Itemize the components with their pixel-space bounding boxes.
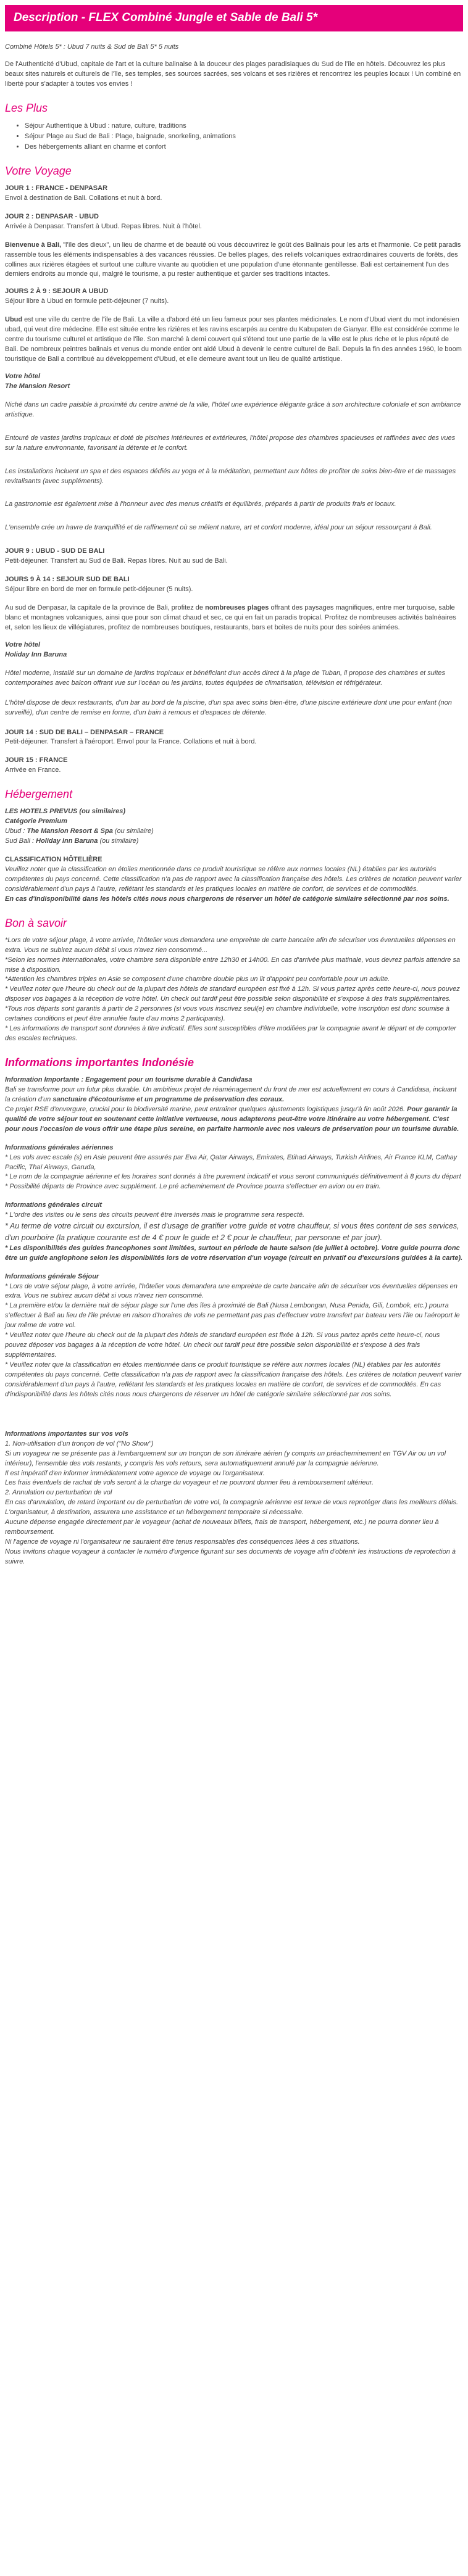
- hotel-line-name: Holiday Inn Baruna: [36, 837, 98, 845]
- day-text: Arrivée à Denpasar. Transfert à Ubud. Repas libres. Nuit à l'hôtel.: [5, 222, 202, 230]
- sej-title: Informations générale Séjour: [5, 1272, 99, 1280]
- day-title: JOUR 2 : DENPASAR - UBUD: [5, 212, 99, 220]
- plus-list: [5, 121, 463, 152]
- hotel-line-sud: [5, 837, 463, 847]
- list-item: • Séjour Plage au Sud de Bali : Plage, baignade, snorkeling, animations: [25, 131, 463, 142]
- vols-line: Aucune dépense engagée directement par le voyageur (achat de nouveaux billets, frais de transport, hébergement, etc.) ne pourra donner lieu à remboursement.: [5, 1518, 439, 1536]
- day-title: JOURS 9 À 14 : SEJOUR SUD DE BALI: [5, 576, 130, 584]
- info-item: * Le nom de la compagnie aérienne et les horaires sont donnés à titre purement indicatif et vous seront communiqués définitivement à 8 jours du départ: [5, 1173, 461, 1181]
- hotel-description: Les installations incluent un spa et des espaces dédiés au yoga et à la méditation, permettant aux hôtes de profiter de soins bien-être et de massages revitalisants (avec suppléments).: [5, 467, 456, 485]
- section-title-hebergement: Hébergement: [5, 788, 73, 801]
- sud-text: offrant des paysages magnifiques, entre mer turquoise, sable blanc et montagnes volcaniques, ainsi que pour son climat chaud et sec, ce qui en fait un paradis tropical. Profitez de nombreuses activités balnéaires et, selon les lieux de villégiatures, profitez de nombreuses boutiques, restaurants, bars et boites de nuits pour des soirées animées.: [5, 604, 456, 631]
- hotel-description: La gastronomie est également mise à l'honneur avec des menus créatifs et équilibrés, préparés à partir de produits frais et locaux.: [5, 500, 396, 508]
- vols-line: En cas d'annulation, de retard important ou de perturbation de votre vol, la compagnie aérienne est tenue de vous reprotéger dans les meilleurs délais.: [5, 1499, 459, 1507]
- section-title-infos: Informations importantes Indonésie: [5, 1056, 194, 1069]
- hotel-description: Niché dans un cadre paisible à proximité du centre animé de la ville, l'hôtel une expérience élégante grâce à son architecture coloniale et son ambiance artistique.: [5, 400, 461, 418]
- engagement-text: [5, 1105, 463, 1135]
- list-item: • Des hébergements alliant en charme et confort: [25, 142, 463, 152]
- info-item: *Tous nos départs sont garantis à partir de 2 personnes (si vous vous inscrivez seul(e) en chambre individuelle, votre inscription est donc soumise à certaines conditions et peut être annulée faute d'au moins 2 participants).: [5, 1005, 449, 1023]
- classification-text: Veuillez noter que la classification en étoiles mentionnée dans ce produit touristique se réfère aux normes locales (NL) établies par les autorités compétentes du pays concerné. Cette classification n'a pas de rapport avec la classification française des hôtels. Les critères de notation peuvent varier considérablement d'un pays à l'autre, reflétant les standards et les pratiques locales en matière de confort, de services et de commodités.: [5, 865, 462, 893]
- page-title-banner: Description - FLEX Combiné Jungle et Sable de Bali 5*: [5, 5, 463, 31]
- hotel-description: L'hôtel dispose de deux restaurants, d'un bar au bord de la piscine, d'un spa avec soins bien-être, d'une piscine extérieure dont une pour enfant (non surveillé), d'un centre de remise en forme, d'un bain à remous et d'espaces de détente.: [5, 698, 452, 716]
- vols-line: Si un voyageur ne se présente pas à l'embarquement sur un tronçon de son itinéraire aérien (y compris un préacheminement en TGV Air ou un vol intérieur), l'ensemble des vols restants, y compris les vols retours, sera automatiquement annulé par la compagnie aérienne.: [5, 1449, 446, 1467]
- sud-paragraph: [5, 603, 463, 633]
- day-title: JOUR 14 : SUD DE BALI – DENPASAR – FRANCE: [5, 728, 164, 736]
- hotel-description: Hôtel moderne, installé sur un domaine de jardins tropicaux et bénéficiant d'un accès direct à la plage de Tuban, il propose des chambres et suites contemporaines avec balcon offrant vue sur l'océan ou les jardins, toutes équipées de climatisation, télévision et réfrigérateur.: [5, 669, 446, 687]
- bienvenue-text: "l'île des dieux", un lieu de charme et de beauté où vous découvrirez le goût des Balinais pour les arts et l'harmonie. Ce petit paradis rassemble tous les éléments indispensables à des vacances réussies. De belles plages, des reliefs volcaniques extraordinaires couverts de forêts, des collines aux rizières étagées et surtout une culture vivante au quotidien et une population d'une étonnante gentillesse. Bali est certainement l'un des derniers endroits au monde qui, malgré le tourisme, a pu rester authentique et garder ses traditions intactes.: [5, 241, 461, 278]
- day-title: JOUR 15 : FRANCE: [5, 756, 68, 764]
- section-title-plus: Les Plus: [5, 101, 48, 114]
- info-item: *Attention les chambres triples en Asie se composent d'une chambre double plus un lit d'appoint peu confortable pour un adulte.: [5, 975, 390, 984]
- engagement-title: Information Importante : Engagement pour un tourisme durable à Candidasa: [5, 1076, 253, 1084]
- ubud-lead: Ubud: [5, 316, 23, 324]
- vols-line: Nous invitons chaque voyageur à contacter le numéro d'urgence figurant sur ses documents de voyage afin d'obtenir les instructions de reprotection à suivre.: [5, 1548, 456, 1565]
- hotel-label: Votre hôtel: [5, 640, 41, 648]
- day-text: Arrivée en France.: [5, 766, 61, 774]
- day-title: JOUR 1 : FRANCE - DENPASAR: [5, 184, 108, 192]
- hotel-name: Holiday Inn Baruna: [5, 650, 67, 658]
- day-text: Petit-déjeuner. Transfert à l'aéroport. Envol pour la France. Collations et nuit à bord.: [5, 738, 257, 746]
- vols-line: Il est impératif d'en informer immédiatement votre agence de voyage ou l'organisateur.: [5, 1469, 265, 1477]
- bienvenue-paragraph: [5, 241, 463, 280]
- hotel-line-note: (ou similaire): [98, 837, 139, 845]
- hotel-description: Entouré de vastes jardins tropicaux et doté de piscines intérieures et extérieures, l'hôtel propose des chambres spacieuses et raffinées avec des vues sur la nature environnante, favorisant la détente et le confort.: [5, 434, 456, 452]
- day-title: JOURS 2 À 9 : SEJOUR A UBUD: [5, 288, 109, 296]
- info-item: * Les informations de transport sont données à titre indicatif. Elles sont susceptibles d'être modifiées par la compagnie avant le départ et de comporter des escales techniques.: [5, 1025, 456, 1043]
- day-text: Séjour libre à Ubud en formule petit-déjeuner (7 nuits).: [5, 297, 169, 305]
- gen-title: Informations générales aériennes: [5, 1143, 114, 1151]
- section-title-savoir: Bon à savoir: [5, 916, 67, 929]
- hotel-line-note: (ou similaire): [112, 827, 154, 835]
- subtitle: Combiné Hôtels 5* : Ubud 7 nuits & Sud de Bali 5* 5 nuits: [5, 43, 179, 51]
- info-item: * L'ordre des visites ou le sens des circuits peuvent être inversés mais le programme sera respecté.: [5, 1211, 305, 1219]
- intro-text: De l'Authenticité d'Ubud, capitale de l'art et la culture balinaise à la douceur des plages paradisiaques du Sud de l'île en hôtels. Découvrez les plus beaux sites naturels et culturels de l'île, ses temples, ses sources sacrées, ses volcans et ses rizières et rencontrez les peuples locaux ! Un combiné en liberté pour s'adapter à toutes vos envies !: [5, 60, 461, 88]
- hotel-description: L'ensemble crée un havre de tranquillité et de raffinement où se mêlent nature, art et confort moderne, idéal pour un séjour ressourçant à Bali.: [5, 524, 432, 532]
- engagement-text-bold: sanctuaire d'écotourisme et un programme de préservation des coraux.: [52, 1095, 285, 1103]
- bienvenue-lead: Bienvenue à Bali,: [5, 241, 62, 249]
- hotels-category: Catégorie Premium: [5, 818, 67, 826]
- hotel-name: The Mansion Resort: [5, 382, 70, 390]
- hotel-line-ubud: [5, 827, 463, 837]
- info-item: * La première et/ou la dernière nuit de séjour plage sur l'une des îles à proximité de Bali (Nusa Lembongan, Nusa Penida, Gili, Lombok, etc.) pourra s'effectuer à Bali au lieu de l'île prévue en raison d'horaires de vols ne permettant pas pas d'effectuer votre transfert par bateau vers l'île ou l'aéroport le jour même de votre vol.: [5, 1302, 460, 1330]
- info-item: * Veuillez noter que l'heure du check out de la plupart des hôtels de standard européen est fixée à 12h. Si vous partez après cette heure-ci, nous pouvez déposer vos bagages à la réception de votre hôtel. Un check out tardif peut être possible selon disponibilité et s'expose à des frais supplémentaires.: [5, 1331, 440, 1359]
- hotel-place: Ubud :: [5, 827, 27, 835]
- vols-line: Les frais éventuels de rachat de vols seront à la charge du voyageur et ne pourront donner lieu à remboursement ultérieur.: [5, 1479, 374, 1487]
- engagement-text-part: Bali se transforme pour un futur plus durable. Un ambitieux projet de réaménagement du front de mer est actuellement en cours à Candidasa, incluant la création d'un: [5, 1085, 457, 1103]
- info-item: * Les disponibilités des guides francophones sont limitées, surtout en période de haute saison (de juillet à octobre). Votre guide pourra donc être un guide anglophone selon les disponibilités lors de votre réservation d'un voyage (circuit en privatif ou d'excursions guidées à la carte).: [5, 1244, 463, 1262]
- engagement-text-bold: Pour garantir la qualité de votre séjour tout en soutenant cette initiative vertueuse, nous adapterons peut-être votre itinéraire au votre hébergement. C'est pour nous l'occasion de vous offrir une étape plus sereine, en parfaite harmonie avec nos valeurs de préservation pour un tourisme durable.: [5, 1105, 459, 1133]
- hotel-place: Sud Bali :: [5, 837, 36, 845]
- ubud-text: est une ville du centre de l'île de Bali. La ville a d'abord été un lieu fameux pour ses plantes médicinales. Le nom d'Ubud vient du mot indonésien ubad, qui veut dire médecine. Elle est située entre les rizières et les ravins escarpés au centre du Kabupaten de Gianyar. Elle est considérée comme le centre du tourisme culturel et artistique de l'île. Son marché à demi couvert qui s'étend tout une partie de la ville est le plus riche et le plus réputé de Bali. De nombreux peintres balinais et venus du monde entier ont aidé Ubud à devenir le centre culturel de Bali. Depuis la fin des années 1960, le boom touristique de Bali a contribué au développement d'Ubud, et elle demeure avant tout un lieu de qualité artistique.: [5, 316, 462, 363]
- vols-title: Informations importantes sur vos vols: [5, 1430, 128, 1438]
- day-text: Petit-déjeuner. Transfert au Sud de Bali. Repas libres. Nuit au sud de Bali.: [5, 557, 228, 565]
- vols-line: L'organisateur, à destination, assurera une assistance et un hébergement temporaire si nécessaire.: [5, 1509, 304, 1517]
- vols-line: 2. Annulation ou perturbation de vol: [5, 1489, 112, 1497]
- classification-note: En cas d'indisponibilité dans les hôtels cités nous nous chargerons de réserver un hôtel de catégorie similaire sélectionné par nos soins.: [5, 895, 449, 903]
- info-item: * Au terme de votre circuit ou excursion, il est d'usage de gratifier votre guide et votre chauffeur, si vous êtes content de ses services, d'un pourboire (la pratique courante est de 4 € pour le guide et 2 € pour le chauffeur, par personne et par jour).: [5, 1222, 459, 1242]
- sud-text: Au sud de Denpasar, la capitale de la province de Bali, profitez de: [5, 604, 206, 612]
- hotel-label: Votre hôtel: [5, 372, 41, 380]
- vols-line: 1. Non-utilisation d'un tronçon de vol ("No Show"): [5, 1439, 154, 1447]
- classification-title: CLASSIFICATION HÔTELIÈRE: [5, 856, 102, 864]
- info-item: * Veuillez noter que la classification en étoiles mentionnée dans ce produit touristique se réfère aux normes locales (NL) établies par les autorités compétentes du pays concerné. Cette classification n'a pas de rapport avec la classification française des hôtels. Les critères de notation peuvent varier considérablement d'un pays à l'autre, reflétant les standards et les pratiques locales en matière de confort, de services et de commodités. En cas d'indisponibilité dans les hôtels cités nous nous chargerons de réserver un hôtel de catégorie similaire sélectionné par nos soins.: [5, 1361, 462, 1398]
- info-item: *Selon les normes internationales, votre chambre sera disponible entre 12h30 et 14h00. En cas d'arrivée plus matinale, vous devrez parfois attendre sa mise à disposition.: [5, 956, 461, 974]
- sud-bold: nombreuses plages: [205, 604, 269, 612]
- info-item: * Lors de votre séjour plage, à votre arrivée, l'hôtelier vous demandera une empreinte de carte bancaire afin de sécuriser vos éventuelles dépenses en extra. Vous ne subirez aucun débit si vous n'avez rien consommé.: [5, 1282, 458, 1300]
- circ-title: Informations générales circuit: [5, 1201, 102, 1209]
- info-item: * Veuillez noter que l'heure du check out de la plupart des hôtels de standard européen est fixé à 12h. Si vous partez après cette heure-ci, nous pouvez disposer vos bagages à la réception de votre hôtel. Un check out tardif peut être possible selon disponibilité et s'expose à des frais supplémentaires.: [5, 985, 460, 1003]
- list-item: • Séjour Authentique à Ubud : nature, culture, traditions: [25, 121, 463, 131]
- hotel-line-name: The Mansion Resort & Spa: [27, 827, 113, 835]
- engagement-text: [5, 1085, 463, 1105]
- engagement-text-part: Ce projet RSE d'envergure, crucial pour la biodiversité marine, peut entraîner quelques ajustements logistiques jusqu'à fin août 2026.: [5, 1105, 407, 1113]
- ubud-paragraph: [5, 315, 463, 365]
- page: [0, 5, 468, 1580]
- info-item: *Lors de votre séjour plage, à votre arrivée, l'hôtelier vous demandera une empreinte de carte bancaire afin de sécuriser vos éventuelles dépenses en extra. Vous ne subirez aucun débit si vous n'avez rien consommé...: [5, 936, 456, 954]
- day-text: Envol à destination de Bali. Collations et nuit à bord.: [5, 194, 162, 202]
- info-item: * Possibilité départs de Province avec supplément. Le pré acheminement de Province pourra s'effectuer en avion ou en train.: [5, 1183, 381, 1191]
- vols-line: Ni l'agence de voyage ni l'organisateur ne sauraient être tenus responsables des conséquences liées à ces situations.: [5, 1538, 360, 1546]
- day-text: Séjour libre en bord de mer en formule petit-déjeuner (5 nuits).: [5, 586, 193, 594]
- day-title: JOUR 9 : UBUD - SUD DE BALI: [5, 547, 105, 555]
- info-item: * Les vols avec escale (s) en Asie peuvent être assurés par Eva Air, Qatar Airways, Emirates, Etihad Airways, Turkish Airlines, Air France KLM, Cathay Pacific, Thaï Airways, Garuda,: [5, 1153, 458, 1171]
- section-title-voyage: Votre Voyage: [5, 164, 72, 177]
- hotels-heading: LES HOTELS PREVUS (ou similaires): [5, 808, 125, 816]
